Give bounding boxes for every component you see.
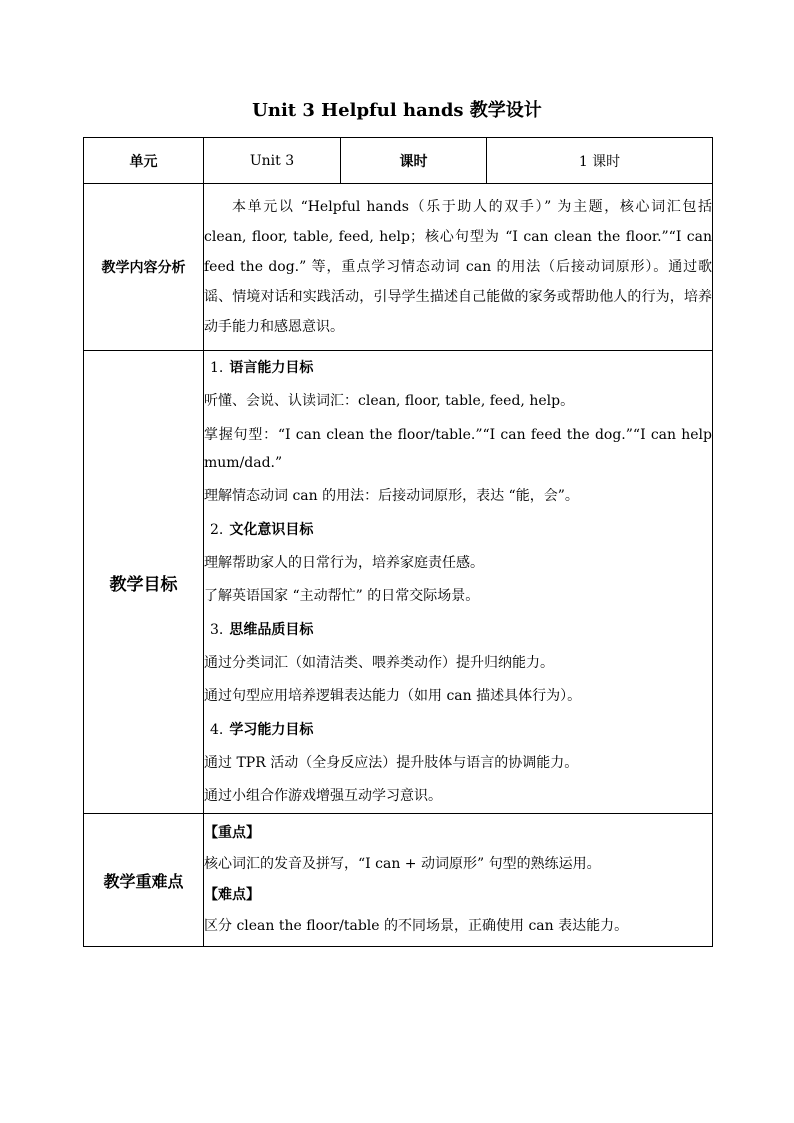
keypoints-row — [84, 814, 713, 947]
goal-section-title — [204, 613, 712, 647]
goal-line: 通过 TPR 活动（全身反应法）提升肢体与语言的协调能力。 — [204, 755, 579, 771]
goal-line: 掌握句型：“I can clean the floor/table.”“I can feed the dog.”“I can help mum/dad.” — [204, 427, 712, 471]
period-value: 1 课时 — [487, 138, 713, 184]
goal-line: 听懂、会说、认读词汇：clean, floor, table, feed, help。 — [204, 393, 575, 409]
goal-section-culture — [204, 513, 712, 613]
goal-section-heading: 语言能力目标 — [229, 360, 314, 376]
goal-section-number: 1. — [210, 360, 224, 376]
goal-section-heading: 思维品质目标 — [229, 622, 314, 638]
period-label: 课时 — [341, 138, 487, 184]
analysis-row — [84, 184, 713, 351]
document-title: Unit 3 Helpful hands 教学设计 — [252, 100, 542, 121]
goal-line: 通过分类词汇（如清洁类、喂养类动作）提升归纳能力。 — [204, 655, 554, 671]
goal-line: 了解英语国家 “主动帮忙” 的日常交际场景。 — [204, 588, 480, 604]
goal-line: 通过小组合作游戏增强互动学习意识。 — [204, 788, 442, 804]
goals-row — [84, 351, 713, 814]
goal-section-thinking — [204, 613, 712, 713]
difficult-point-text: 区分 clean the floor/table 的不同场景，正确使用 can 表达能力。 — [204, 918, 629, 934]
goal-section-heading: 文化意识目标 — [229, 522, 314, 538]
goal-section-title — [204, 513, 712, 547]
unit-value: Unit 3 — [204, 138, 341, 184]
key-point-tag: 【重点】 — [204, 825, 260, 841]
goals-cell — [204, 351, 713, 814]
goal-section-language — [204, 351, 712, 513]
key-point-text: 核心词汇的发音及拼写，“I can + 动词原形” 句型的熟练运用。 — [204, 856, 601, 872]
goal-line: 通过句型应用培养逻辑表达能力（如用 can 描述具体行为）。 — [204, 688, 582, 704]
unit-label: 单元 — [84, 138, 204, 184]
lesson-plan-table — [83, 137, 713, 947]
goal-section-heading: 学习能力目标 — [229, 722, 314, 738]
goal-section-learning — [204, 713, 712, 813]
keypoints-label: 教学重难点 — [84, 814, 204, 947]
goal-line: 理解帮助家人的日常行为，培养家庭责任感。 — [204, 555, 484, 571]
goal-section-number: 4. — [210, 722, 224, 738]
goal-section-title — [204, 351, 712, 385]
analysis-text: 本单元以 “Helpful hands（乐于助人的双手）” 为主题，核心词汇包括 clean, floor, table, feed, help；核心句型为 “I can clean the floor.”“I can feed the dog.” 等，重点学习情态动词 can 的用法（后接动词原形）。通过歌谣、情境对话和实践活动，引导学生描述自己能做的家务或帮助他人的行为，培养动手能力和感恩意识。 — [204, 199, 712, 335]
goals-label: 教学目标 — [84, 351, 204, 814]
goal-section-number: 3. — [210, 622, 224, 638]
header-row — [84, 138, 713, 184]
goal-line: 理解情态动词 can 的用法：后接动词原形，表达 “能，会”。 — [204, 488, 579, 504]
analysis-cell — [204, 184, 713, 351]
difficult-point-tag: 【难点】 — [204, 887, 260, 903]
goal-section-title — [204, 713, 712, 747]
goal-section-number: 2. — [210, 522, 224, 538]
analysis-label: 教学内容分析 — [84, 184, 204, 351]
keypoints-cell — [204, 814, 713, 947]
